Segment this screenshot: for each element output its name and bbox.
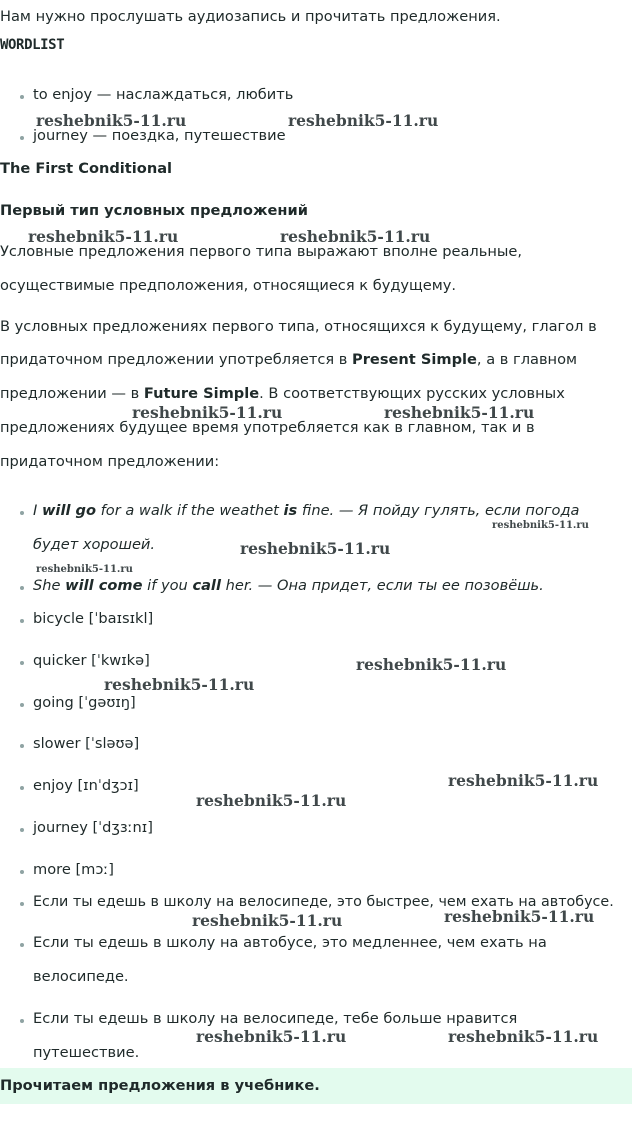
- watermark: reshebnik5-11.ru: [192, 911, 343, 930]
- watermark: reshebnik5-11.ru: [132, 403, 283, 422]
- wordlist-heading: WORDLIST: [0, 37, 65, 53]
- transcription-item: quicker [ˈkwɪkə]: [33, 652, 150, 669]
- bullet: [20, 511, 24, 515]
- intro-text: Нам нужно прослушать аудиозапись и прочитать предложения.: [0, 8, 501, 25]
- transcription-item: bicycle [ˈbaɪsɪkl]: [33, 610, 154, 627]
- watermark: reshebnik5-11.ru: [104, 675, 255, 694]
- tense-present-simple: Present Simple: [352, 351, 477, 368]
- sentence-item-continued: путешествие.: [33, 1044, 140, 1061]
- bullet: [20, 586, 24, 590]
- paragraph-line: В условных предложениях первого типа, относящихся к будущему, глагол в: [0, 318, 597, 335]
- tense-future-simple: Future Simple: [143, 385, 260, 402]
- watermark: reshebnik5-11.ru: [444, 907, 595, 926]
- sentence-item: Если ты едешь в школу на велосипеде, тебе больше нравится: [33, 1010, 518, 1027]
- watermark: reshebnik5-11.ru: [492, 520, 589, 531]
- bullet: [20, 619, 24, 623]
- bullet: [20, 870, 24, 874]
- paragraph-line: осуществимые предположения, относящиеся к будущему.: [0, 277, 457, 294]
- watermark: reshebnik5-11.ru: [288, 111, 439, 130]
- example-sentence: She will come if you call her. — Она придет, если ты ее позовёшь.: [33, 577, 544, 594]
- watermark: reshebnik5-11.ru: [448, 1027, 599, 1046]
- watermark: reshebnik5-11.ru: [196, 791, 347, 810]
- note-text: Прочитаем предложения в учебнике.: [0, 1077, 320, 1094]
- bullet: [20, 95, 24, 99]
- bullet: [20, 136, 24, 140]
- bullet: [20, 703, 24, 707]
- transcription-item: more [mɔː]: [33, 861, 114, 878]
- watermark: reshebnik5-11.ru: [36, 111, 187, 130]
- example-sentence-continued: будет хорошей.: [33, 536, 156, 553]
- section-subtitle: Первый тип условных предложений: [0, 202, 308, 219]
- bullet: [20, 943, 24, 947]
- bullet: [20, 902, 24, 906]
- paragraph-line: Условные предложения первого типа выражают вполне реальные,: [0, 243, 523, 260]
- wordlist-item: journey — поездка, путешествие: [33, 127, 286, 144]
- watermark: reshebnik5-11.ru: [240, 539, 391, 558]
- watermark: reshebnik5-11.ru: [36, 564, 133, 575]
- watermark: reshebnik5-11.ru: [384, 403, 535, 422]
- transcription-item: slower [ˈsləʊə]: [33, 735, 140, 752]
- bullet: [20, 661, 24, 665]
- watermark: reshebnik5-11.ru: [196, 1027, 347, 1046]
- bullet: [20, 786, 24, 790]
- watermark: reshebnik5-11.ru: [448, 771, 599, 790]
- bullet: [20, 828, 24, 832]
- transcription-item: enjoy [ɪnˈdʒɔɪ]: [33, 777, 139, 794]
- transcription-item: going [ˈgəʊɪŋ]: [33, 694, 136, 711]
- transcription-item: journey [ˈdʒɜːnɪ]: [33, 819, 153, 836]
- section-title: The First Conditional: [0, 160, 173, 177]
- bullet: [20, 744, 24, 748]
- sentence-item-continued: велосипеде.: [33, 968, 129, 985]
- paragraph-line: придаточном предложении:: [0, 453, 220, 470]
- sentence-item: Если ты едешь в школу на велосипеде, это быстрее, чем ехать на автобусе.: [33, 894, 614, 910]
- paragraph-line: придаточном предложении употребляется в Present Simple, а в главном: [0, 351, 578, 368]
- note-box: [0, 1068, 632, 1104]
- paragraph-line: предложениях будущее время употребляется как в главном, так и в: [0, 419, 535, 436]
- watermark: reshebnik5-11.ru: [280, 227, 431, 246]
- example-sentence: I will go for a walk if the weathet is fine. — Я пойду гулять, если погода: [33, 502, 580, 519]
- watermark: reshebnik5-11.ru: [28, 227, 179, 246]
- sentence-item: Если ты едешь в школу на автобусе, это медленнее, чем ехать на: [33, 934, 547, 951]
- wordlist-item: to enjoy — наслаждаться, любить: [33, 86, 294, 103]
- paragraph-line: предложении — в Future Simple. В соответствующих русских условных: [0, 385, 565, 402]
- bullet: [20, 1019, 24, 1023]
- watermark: reshebnik5-11.ru: [356, 655, 507, 674]
